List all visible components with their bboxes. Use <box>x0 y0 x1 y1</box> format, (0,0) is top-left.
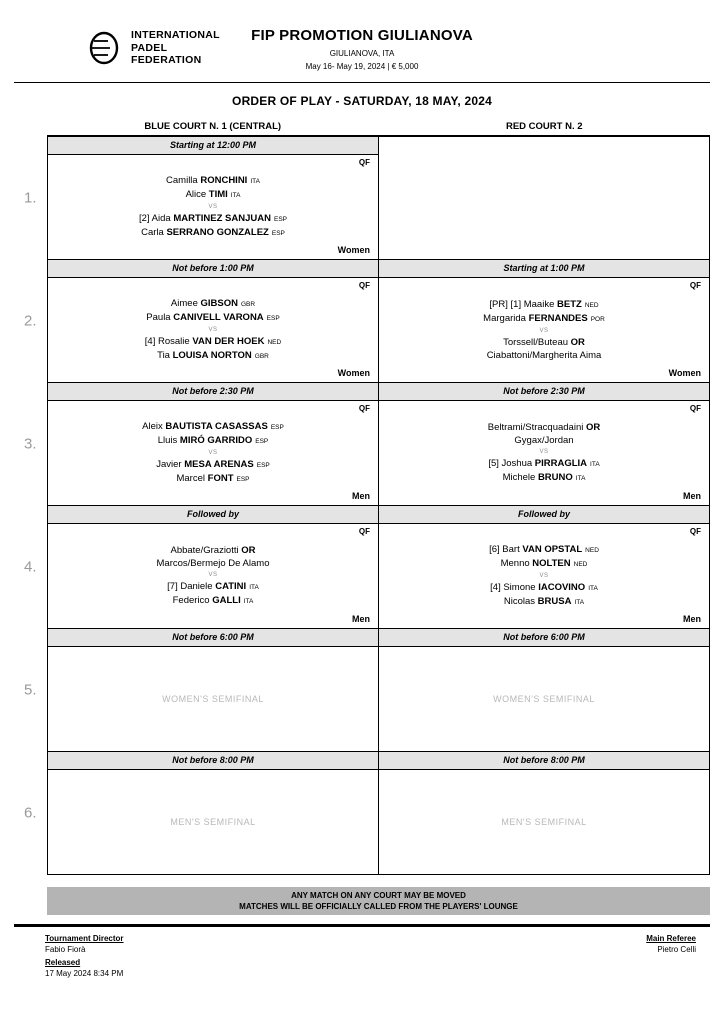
country-code: NED <box>585 546 599 554</box>
time-band: Not before 8:00 PM <box>48 752 378 770</box>
row-number: 5. <box>24 681 37 699</box>
match-cell <box>379 770 709 874</box>
player-first-name: [6] Bart <box>489 543 523 555</box>
schedule-row-6 <box>24 752 710 875</box>
round-label: QF <box>689 404 701 413</box>
schedule-row-2 <box>24 260 710 383</box>
match-cell <box>379 401 709 505</box>
country-code: GBR <box>240 300 256 308</box>
player-line <box>139 174 287 189</box>
player-line <box>489 557 599 572</box>
player-first-name: Paula <box>146 312 174 323</box>
player-first-name: Margarida <box>483 313 529 324</box>
player-last-name: FERNANDES <box>528 313 588 324</box>
gender-label: Women <box>337 245 370 255</box>
time-band: Not before 6:00 PM <box>379 629 709 647</box>
time-band: Starting at 1:00 PM <box>379 260 709 278</box>
player-last-name: VAN DER HOEK <box>192 335 265 347</box>
vs-label: VS <box>539 448 549 455</box>
match-cell <box>379 647 709 751</box>
round-label: QF <box>358 158 370 167</box>
country-code: ESP <box>255 438 269 445</box>
player-first-name: Camilla <box>166 174 201 186</box>
logo-line-3: FEDERATION <box>131 54 202 67</box>
court-2-header: RED COURT N. 2 <box>505 121 583 132</box>
country-code: POR <box>590 316 605 323</box>
player-last-name: VAN OPSTAL <box>522 543 583 555</box>
match-teams <box>488 421 600 486</box>
match-teams <box>139 174 287 241</box>
country-code: ITA <box>249 583 259 591</box>
country-code: ITA <box>243 598 254 605</box>
time-band: Not before 1:00 PM <box>48 260 378 278</box>
logo-line-1: INTERNATIONAL <box>131 29 220 42</box>
court-1-cell <box>48 752 379 874</box>
player-first-name: [PR] [1] Maaike <box>489 298 558 310</box>
gender-label: Men <box>352 491 370 501</box>
player-line <box>483 336 605 350</box>
vs-label: VS <box>208 326 218 333</box>
match-cell <box>379 278 709 382</box>
court-2-cell <box>379 752 710 874</box>
player-last-name: FONT <box>207 473 234 484</box>
gender-label: Men <box>352 614 370 624</box>
player-first-name: Aimee <box>170 297 201 309</box>
country-code: ITA <box>575 475 586 482</box>
player-first-name: Ciabattoni/Margherita Aima <box>486 350 602 361</box>
player-last-name: OR <box>585 421 601 433</box>
semifinal-placeholder: MEN'S SEMIFINAL <box>501 817 587 827</box>
row-number: 6. <box>24 804 37 822</box>
country-code: ITA <box>250 177 260 185</box>
schedule-row-1 <box>24 137 710 260</box>
player-line <box>139 188 287 203</box>
player-last-name: OR <box>241 544 256 556</box>
player-last-name: GIBSON <box>200 297 238 309</box>
player-line <box>157 580 270 595</box>
player-first-name: Aleix <box>142 420 166 432</box>
main-referee-name: Pietro Celli <box>657 945 696 954</box>
player-line <box>145 335 281 350</box>
court-1-cell <box>48 260 379 382</box>
player-line <box>489 595 599 610</box>
player-last-name: BRUNO <box>537 472 573 483</box>
footer-divider <box>14 924 710 927</box>
player-line <box>145 311 281 326</box>
court-1-header: BLUE COURT N. 1 (CENTRAL) <box>144 121 282 132</box>
semifinal-placeholder: WOMEN'S SEMIFINAL <box>162 694 264 704</box>
row-number: 1. <box>24 189 37 207</box>
player-first-name: [4] Rosalie <box>144 335 193 347</box>
player-last-name: LOUISA NORTON <box>172 350 252 361</box>
ipf-logo <box>84 27 220 69</box>
player-line <box>157 544 270 558</box>
country-code: NED <box>267 338 282 346</box>
schedule-rows <box>24 137 710 875</box>
player-first-name: [2] Aida <box>139 212 174 224</box>
player-first-name: Marcel <box>176 473 208 484</box>
player-first-name: Alice <box>185 189 209 200</box>
footer-left <box>45 930 124 978</box>
footer <box>45 930 696 978</box>
country-code: ITA <box>590 460 600 468</box>
schedule-row-4 <box>24 506 710 629</box>
player-last-name: IACOVINO <box>538 581 586 593</box>
player-last-name: SERRANO GONZALEZ <box>166 227 269 238</box>
gender-label: Men <box>683 614 701 624</box>
player-line <box>145 349 281 364</box>
match-cell <box>48 524 378 628</box>
row-number: 2. <box>24 312 37 330</box>
order-of-play-title: ORDER OF PLAY - SATURDAY, 18 MAY, 2024 <box>232 94 492 108</box>
vs-label: VS <box>208 571 218 578</box>
country-code: ESP <box>270 423 284 431</box>
court-2-cell <box>379 629 710 751</box>
match-teams <box>145 297 281 364</box>
tournament-director-label: Tournament Director <box>45 934 124 943</box>
vs-label: VS <box>539 572 549 579</box>
player-first-name: Tia <box>157 350 173 361</box>
country-code: ITA <box>588 584 598 592</box>
player-last-name: PIRRAGLIA <box>534 457 588 469</box>
time-band: Followed by <box>379 506 709 524</box>
court-1-cell <box>48 506 379 628</box>
schedule-row-3 <box>24 383 710 506</box>
player-line <box>489 543 599 558</box>
note-line-1: ANY MATCH ON ANY COURT MAY BE MOVED <box>291 891 466 900</box>
court-headers <box>47 121 710 137</box>
released-timestamp: 17 May 2024 8:34 PM <box>45 969 124 978</box>
footer-right <box>646 930 696 978</box>
player-line <box>489 581 599 596</box>
event-dates: May 16- May 19, 2024 | € 5,000 <box>305 62 419 71</box>
time-band: Followed by <box>48 506 378 524</box>
vs-label: VS <box>208 203 218 210</box>
player-line <box>142 434 284 449</box>
match-cell <box>48 770 378 874</box>
country-code: ESP <box>256 461 270 469</box>
main-referee-label: Main Referee <box>646 934 696 943</box>
player-first-name: Michele <box>502 472 538 483</box>
player-last-name: BRUSA <box>537 596 572 607</box>
player-line <box>139 212 287 227</box>
country-code: ESP <box>236 476 250 483</box>
country-code: ITA <box>230 192 241 199</box>
released-label: Released <box>45 958 81 967</box>
country-code: NED <box>573 561 588 568</box>
row-number: 4. <box>24 558 37 576</box>
player-first-name: Javier <box>156 458 185 470</box>
time-band: Starting at 12:00 PM <box>48 137 378 155</box>
country-code: ESP <box>271 230 285 237</box>
player-first-name: [5] Joshua <box>488 457 535 469</box>
player-line <box>488 471 600 486</box>
time-band: Not before 8:00 PM <box>379 752 709 770</box>
logo-line-2: PADEL <box>131 41 168 54</box>
time-band: Not before 6:00 PM <box>48 629 378 647</box>
player-last-name: GALLI <box>212 595 241 606</box>
tournament-director-name: Fabio Fiorà <box>45 945 86 954</box>
round-label: QF <box>358 404 370 413</box>
player-last-name: NOLTEN <box>532 558 571 569</box>
player-line <box>142 472 284 487</box>
player-first-name: Beltrami/Stracquadaini <box>487 421 586 433</box>
match-cell <box>48 647 378 751</box>
player-first-name: Federico <box>172 595 213 606</box>
court-2-cell <box>379 137 710 259</box>
vs-label: VS <box>208 449 218 456</box>
country-code: NED <box>584 301 599 309</box>
time-band: Not before 2:30 PM <box>48 383 378 401</box>
player-first-name: [7] Daniele <box>167 580 216 592</box>
player-first-name: Marcos/Bermejo De Alamo <box>156 558 270 569</box>
country-code: ESP <box>266 315 280 322</box>
round-label: QF <box>689 527 701 536</box>
country-code: ITA <box>574 599 585 606</box>
time-band: Not before 2:30 PM <box>379 383 709 401</box>
match-teams <box>157 544 270 609</box>
note-line-2: MATCHES WILL BE OFFICIALLY CALLED FROM THE PLAYERS' LOUNGE <box>239 902 518 911</box>
header-divider <box>14 82 710 83</box>
player-line <box>157 557 270 571</box>
match-cell <box>48 278 378 382</box>
player-first-name: Nicolas <box>503 596 538 607</box>
schedule-row-5 <box>24 629 710 752</box>
vs-label: VS <box>539 327 549 334</box>
player-line <box>488 434 600 448</box>
player-last-name: TIMI <box>208 189 228 200</box>
player-first-name: Gygax/Jordan <box>514 435 574 446</box>
event-location: GIULIANOVA, ITA <box>329 49 395 58</box>
round-label: QF <box>358 281 370 290</box>
match-cell <box>48 155 378 259</box>
round-label: QF <box>358 527 370 536</box>
court-1-cell <box>48 629 379 751</box>
event-title: FIP PROMOTION GIULIANOVA <box>251 27 473 44</box>
player-line <box>488 457 600 472</box>
player-line <box>157 594 270 609</box>
country-code: ESP <box>273 215 287 223</box>
player-line <box>488 421 600 435</box>
player-line <box>142 420 284 435</box>
match-cell <box>379 524 709 628</box>
round-label: QF <box>689 281 701 290</box>
semifinal-placeholder: WOMEN'S SEMIFINAL <box>493 694 595 704</box>
match-teams <box>142 420 284 487</box>
player-line <box>483 312 605 327</box>
player-line <box>483 349 605 363</box>
player-first-name: [4] Simone <box>490 581 539 593</box>
court-2-cell <box>379 383 710 505</box>
match-cell <box>48 401 378 505</box>
player-last-name: OR <box>570 336 585 348</box>
player-last-name: CANIVELL VARONA <box>173 312 264 323</box>
country-code: GBR <box>254 353 269 360</box>
gender-label: Men <box>683 491 701 501</box>
player-first-name: Menno <box>500 558 533 569</box>
player-last-name: BETZ <box>557 298 582 310</box>
player-last-name: MARTINEZ SANJUAN <box>173 212 271 224</box>
ipf-logo-icon <box>84 27 124 69</box>
player-last-name: MESA ARENAS <box>184 458 254 470</box>
ipf-logo-text <box>131 29 220 67</box>
court-2-cell <box>379 260 710 382</box>
player-last-name: RONCHINI <box>200 174 248 186</box>
row-number: 3. <box>24 435 37 453</box>
player-line <box>142 458 284 473</box>
match-teams <box>489 543 599 610</box>
notes-band <box>47 887 710 915</box>
player-last-name: MIRÓ GARRIDO <box>179 435 253 446</box>
schedule-table <box>24 121 710 875</box>
court-1-cell <box>48 383 379 505</box>
gender-label: Women <box>668 368 701 378</box>
player-line <box>483 298 605 313</box>
semifinal-placeholder: MEN'S SEMIFINAL <box>170 817 256 827</box>
player-first-name: Torssell/Buteau <box>503 336 571 348</box>
match-teams <box>483 298 605 363</box>
player-last-name: BAUTISTA CASASSAS <box>165 420 268 432</box>
player-first-name: Carla <box>141 227 167 238</box>
player-last-name: CATINI <box>215 580 247 592</box>
court-1-cell <box>48 137 379 259</box>
gender-label: Women <box>337 368 370 378</box>
player-first-name: Lluis <box>157 435 180 446</box>
court-2-cell <box>379 506 710 628</box>
player-first-name: Abbate/Graziotti <box>170 544 242 556</box>
player-line <box>145 297 281 312</box>
player-line <box>139 226 287 241</box>
